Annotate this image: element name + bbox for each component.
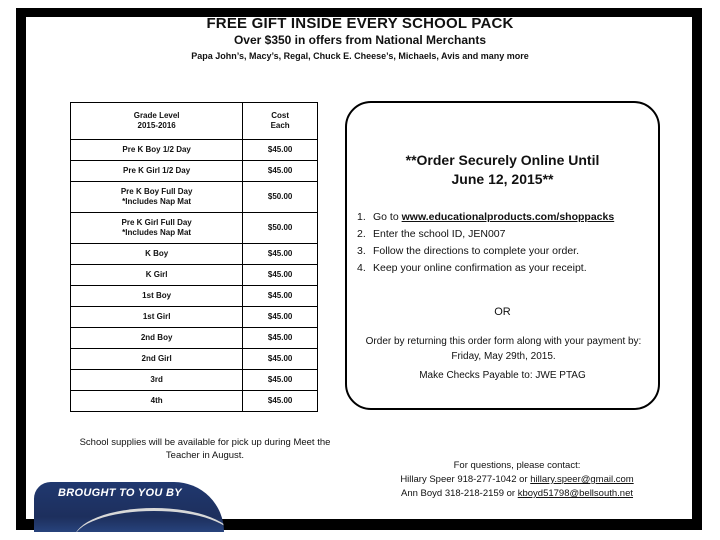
- table-row: [71, 391, 318, 412]
- contact-block: [352, 459, 682, 501]
- grade-label: *Includes Nap Mat: [122, 197, 192, 206]
- grade-cell: [71, 391, 243, 412]
- shop-link[interactable]: www.educationalproducts.com/shoppacks: [401, 211, 615, 223]
- grade-header-line2: 2015-2016: [137, 121, 176, 130]
- cost-cell: $45.00: [243, 161, 318, 182]
- cost-cell: $45.00: [243, 307, 318, 328]
- grade-label: 1st Boy: [142, 291, 172, 300]
- table-row: [71, 182, 318, 213]
- table-row: [71, 328, 318, 349]
- cost-cell: $45.00: [243, 265, 318, 286]
- grade-cell: [71, 370, 243, 391]
- step-number: 4.: [357, 262, 366, 274]
- grade-label: Pre K Girl 1/2 Day: [123, 166, 191, 175]
- merchant-list: Papa John’s, Macy’s, Regal, Chuck E. Cheese’s, Michaels, Avis and many more: [191, 51, 529, 61]
- cost-cell: $45.00: [243, 286, 318, 307]
- email-link[interactable]: kboyd51798@bellsouth.net: [517, 488, 634, 499]
- grade-label: Pre K Girl Full Day: [121, 218, 192, 227]
- table-row: [71, 213, 318, 244]
- email-link[interactable]: hillary.speer@gmail.com: [530, 474, 634, 485]
- grade-cell: [71, 213, 243, 244]
- flyer-subtitle: Over $350 in offers from National Merchants: [233, 33, 487, 47]
- step-number: 2.: [357, 228, 366, 240]
- table-row: [71, 307, 318, 328]
- order-step: [357, 243, 657, 260]
- order-step: [357, 209, 657, 226]
- grade-cell: [71, 265, 243, 286]
- cost-cell: $45.00: [243, 391, 318, 412]
- flyer-title: FREE GIFT INSIDE EVERY SCHOOL PACK: [206, 15, 514, 32]
- grade-cell: [71, 349, 243, 370]
- grade-label: 1st Girl: [142, 312, 171, 321]
- cost-cell: $45.00: [243, 349, 318, 370]
- cost-cell: $45.00: [243, 328, 318, 349]
- table-row: [71, 161, 318, 182]
- grade-cell: [71, 328, 243, 349]
- pickup-note: School supplies will be available for pick up during Meet the Teacher in August.: [79, 437, 331, 461]
- order-step: [357, 260, 657, 277]
- grade-header-line1: Grade Level: [133, 111, 180, 120]
- mail-order-text: Order by returning this order form along with your payment by: Friday, May 29th, 2015.: [365, 336, 642, 362]
- checks-payable: Make Checks Payable to: JWE PTAG: [419, 370, 586, 381]
- grade-cell: [71, 161, 243, 182]
- table-row: [71, 265, 318, 286]
- grade-label: *Includes Nap Mat: [122, 228, 192, 237]
- grade-cell: [71, 140, 243, 161]
- cost-cell: $50.00: [243, 213, 318, 244]
- grade-label: Pre K Boy 1/2 Day: [122, 145, 191, 154]
- grade-label: 3rd: [150, 375, 163, 384]
- cost-cell: $45.00: [243, 244, 318, 265]
- step-text: Go to: [373, 211, 402, 223]
- step-number: 1.: [357, 211, 366, 223]
- grade-cell: [71, 182, 243, 213]
- order-title-line1: **Order Securely Online Until: [405, 152, 600, 168]
- grade-cell: [71, 286, 243, 307]
- online-order-box: [345, 101, 660, 410]
- table-row: [71, 244, 318, 265]
- grade-label: K Girl: [145, 270, 168, 279]
- grade-label: 4th: [150, 396, 163, 405]
- cost-cell: $50.00: [243, 182, 318, 213]
- table-row: [71, 349, 318, 370]
- grade-label: Pre K Boy Full Day: [120, 187, 193, 196]
- contact-line-1: [352, 473, 682, 487]
- order-deadline-title: [347, 151, 658, 189]
- step-text: Keep your online confirmation as your receipt.: [373, 262, 587, 274]
- order-steps: [357, 209, 657, 277]
- order-step: [357, 226, 657, 243]
- grade-cell: [71, 244, 243, 265]
- contact-name-phone: Hillary Speer 918-277-1042 or: [400, 474, 531, 485]
- contact-name-phone: Ann Boyd 318-218-2159 or: [400, 488, 518, 499]
- price-table-header: [71, 103, 318, 140]
- order-title-line2: June 12, 2015**: [451, 171, 554, 187]
- price-table: [70, 102, 318, 412]
- banner-arc: [74, 508, 224, 532]
- step-number: 3.: [357, 245, 366, 257]
- sponsor-banner: [34, 482, 224, 532]
- grade-header: [71, 103, 243, 140]
- cost-cell: $45.00: [243, 140, 318, 161]
- cost-header: [243, 103, 318, 140]
- contact-line-2: [352, 487, 682, 501]
- step-text: Follow the directions to complete your order.: [373, 245, 580, 257]
- cost-header-line1: Cost: [271, 111, 290, 120]
- table-row: [71, 140, 318, 161]
- table-row: [71, 370, 318, 391]
- table-row: [71, 286, 318, 307]
- step-text: Enter the school ID, JEN007: [373, 228, 506, 240]
- cost-cell: $45.00: [243, 370, 318, 391]
- grade-label: 2nd Boy: [140, 333, 173, 342]
- or-divider: OR: [494, 306, 511, 318]
- grade-label: K Boy: [145, 249, 169, 258]
- banner-text: BROUGHT TO YOU BY: [58, 487, 182, 499]
- cost-header-line2: Each: [270, 121, 290, 130]
- contact-heading: For questions, please contact:: [453, 460, 581, 471]
- grade-label: 2nd Girl: [141, 354, 172, 363]
- grade-cell: [71, 307, 243, 328]
